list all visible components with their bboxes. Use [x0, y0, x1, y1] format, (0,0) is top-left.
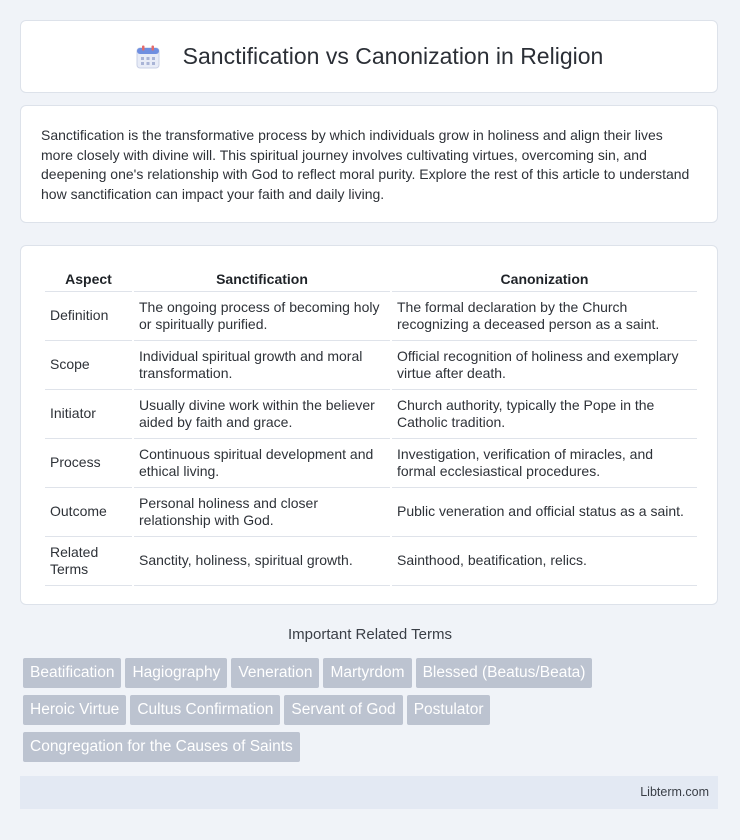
cell-sanctification: Sanctity, holiness, spiritual growth.: [134, 537, 390, 586]
title-card: [20, 20, 718, 93]
table-row: [45, 537, 697, 586]
calendar-icon: [135, 44, 161, 70]
footer-brand[interactable]: Libterm.com: [640, 785, 709, 799]
related-terms-heading: Important Related Terms: [288, 626, 452, 643]
cell-sanctification: The ongoing process of becoming holy or spiritually purified.: [134, 292, 390, 341]
header-aspect: Aspect: [45, 268, 132, 292]
table-row: [45, 439, 697, 488]
tag-congregation-causes-saints[interactable]: Congregation for the Causes of Saints: [23, 732, 300, 762]
cell-aspect: Scope: [45, 341, 132, 390]
table-row: [45, 390, 697, 439]
tag-hagiography[interactable]: Hagiography: [125, 658, 227, 688]
header-canonization: Canonization: [392, 268, 697, 292]
related-terms-list: [23, 658, 723, 769]
intro-paragraph: Sanctification is the transformative process by which individuals grow in holiness and align their lives more closely with divine will. This spiritual journey involves cultivating virtues, overcoming sin, and deepening one's relationship with God to reflect moral purity. Explore the rest of this article to understand how sanctification can impact your faith and daily living.: [41, 127, 690, 202]
tag-blessed[interactable]: Blessed (Beatus/Beata): [416, 658, 593, 688]
table-header-row: [45, 268, 697, 292]
header-sanctification: Sanctification: [134, 268, 390, 292]
tag-cultus-confirmation[interactable]: Cultus Confirmation: [130, 695, 280, 725]
comparison-card: [20, 245, 718, 605]
cell-canonization: Official recognition of holiness and exemplary virtue after death.: [392, 341, 697, 390]
tag-martyrdom[interactable]: Martyrdom: [323, 658, 411, 688]
footer: [20, 776, 718, 809]
tag-servant-of-god[interactable]: Servant of God: [284, 695, 402, 725]
cell-sanctification: Individual spiritual growth and moral transformation.: [134, 341, 390, 390]
cell-canonization: Public veneration and official status as a saint.: [392, 488, 697, 537]
page-title: Sanctification vs Canonization in Religion: [182, 43, 604, 69]
cell-canonization: Sainthood, beatification, relics.: [392, 537, 697, 586]
tag-beatification[interactable]: Beatification: [23, 658, 121, 688]
tag-postulator[interactable]: Postulator: [407, 695, 491, 725]
table-row: [45, 488, 697, 537]
cell-sanctification: Personal holiness and closer relationship with God.: [134, 488, 390, 537]
cell-sanctification: Continuous spiritual development and ethical living.: [134, 439, 390, 488]
cell-aspect: Outcome: [45, 488, 132, 537]
comparison-table: [43, 268, 699, 586]
cell-canonization: Church authority, typically the Pope in the Catholic tradition.: [392, 390, 697, 439]
cell-sanctification: Usually divine work within the believer aided by faith and grace.: [134, 390, 390, 439]
cell-aspect: Definition: [45, 292, 132, 341]
table-row: [45, 292, 697, 341]
tag-veneration[interactable]: Veneration: [231, 658, 319, 688]
cell-aspect: Related Terms: [45, 537, 132, 586]
cell-aspect: Process: [45, 439, 132, 488]
tag-heroic-virtue[interactable]: Heroic Virtue: [23, 695, 126, 725]
cell-aspect: Initiator: [45, 390, 132, 439]
table-row: [45, 341, 697, 390]
intro-card: [20, 105, 718, 223]
cell-canonization: Investigation, verification of miracles, and formal ecclesiastical procedures.: [392, 439, 697, 488]
cell-canonization: The formal declaration by the Church recognizing a deceased person as a saint.: [392, 292, 697, 341]
